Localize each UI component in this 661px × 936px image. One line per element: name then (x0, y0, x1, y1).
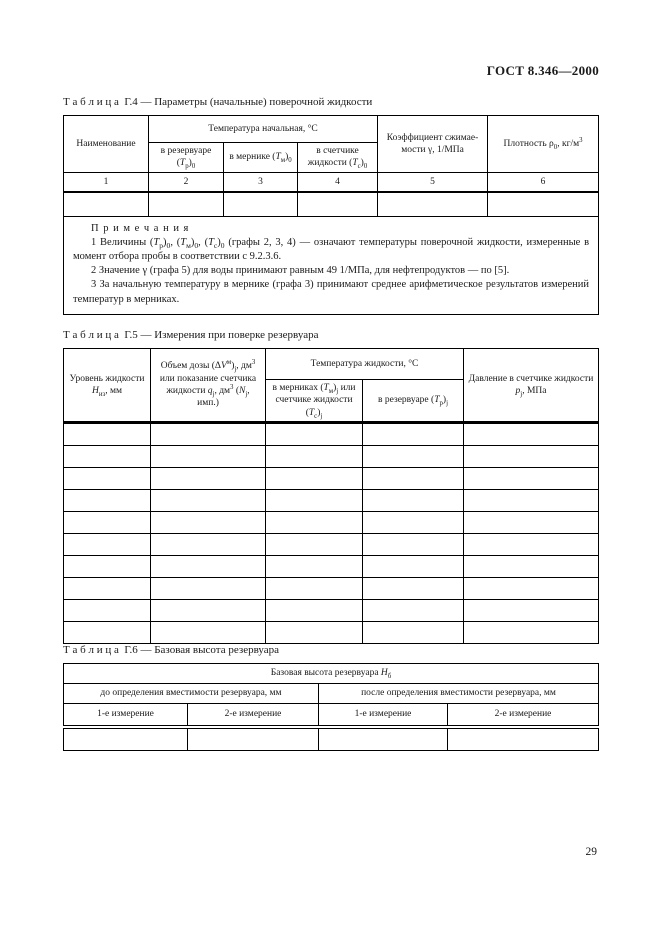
empty-cell (464, 423, 599, 446)
empty-cell (363, 600, 464, 622)
g5-empty-row (64, 468, 599, 490)
table-g5 (63, 348, 599, 644)
empty-cell (464, 512, 599, 534)
empty-cell (151, 446, 266, 468)
empty-cell (266, 446, 363, 468)
g6-header-measure-2: 2-е измерение (188, 704, 319, 728)
g5-empty-row (64, 512, 599, 534)
g4-header-temp-mernik: в мернике $(T_м)_0$ (224, 143, 298, 173)
g4-column-numbers-row (64, 172, 599, 192)
empty-cell (151, 490, 266, 512)
g4-note-3: 3 За начальную температуру в мернике (графа 3) принимают среднее арифметическое результатов измерений температур в мерниках. (73, 279, 590, 305)
g5-header-temp-mernik: в мерниках $(T_м)_j$ или счетчике жидкости $(T_с)_j$ (266, 380, 363, 423)
g6-empty-row (64, 727, 599, 751)
g4-header-temp-reservoir: в резервуаре $(T_р)_0$ (149, 143, 224, 173)
empty-cell (266, 468, 363, 490)
empty-cell (363, 578, 464, 600)
g4-notes (64, 216, 599, 314)
table-g6-caption: Т а б л и ц а Г.6 — Базовая высота резервуара (63, 644, 280, 656)
table-g4-caption: Т а б л и ц а Г.4 — Параметры (начальные) поверочной жидкости (63, 96, 373, 108)
g4-colnum-3: 3 (224, 172, 298, 192)
empty-cell (64, 423, 151, 446)
table-g6 (63, 663, 599, 751)
empty-cell (363, 490, 464, 512)
empty-cell (363, 622, 464, 644)
empty-cell (151, 512, 266, 534)
g4-header-name: Наименование (64, 116, 149, 173)
standard-number: ГОСТ 8.346—2000 (486, 63, 599, 78)
empty-cell (464, 446, 599, 468)
g5-empty-row (64, 423, 599, 446)
empty-cell (464, 578, 599, 600)
g4-notes-row (64, 216, 599, 314)
g4-notes-title: П р и м е ч а н и я (91, 222, 190, 234)
empty-cell (64, 578, 151, 600)
empty-cell (266, 490, 363, 512)
table-g5-caption: Т а б л и ц а Г.5 — Измерения при поверке резервуара (63, 329, 319, 341)
table-g4 (63, 115, 599, 315)
g4-colnum-6: 6 (488, 172, 599, 192)
empty-cell (464, 534, 599, 556)
empty-cell (298, 192, 378, 217)
empty-cell (464, 600, 599, 622)
empty-cell (64, 446, 151, 468)
empty-cell (64, 622, 151, 644)
empty-cell (378, 192, 488, 217)
empty-cell (64, 468, 151, 490)
empty-cell (266, 622, 363, 644)
empty-cell (266, 512, 363, 534)
empty-cell (266, 423, 363, 446)
empty-cell (363, 556, 464, 578)
g4-header-temp-group: Температура начальная, °С (149, 116, 378, 143)
g6-header-title: Базовая высота резервуара $H_б$ (64, 664, 599, 684)
g6-header-measure-3: 1-е измерение (319, 704, 448, 728)
g4-header-temp-counter: в счетчике жидкости $(T_с)_0$ (298, 143, 378, 173)
empty-cell (188, 727, 319, 751)
empty-cell (363, 423, 464, 446)
empty-cell (363, 512, 464, 534)
g5-header-level: Уровень жидкости $H_{из}$, мм (64, 349, 151, 423)
empty-cell (464, 490, 599, 512)
g5-header-temp-reservoir: в резервуаре $(T_р)_j$ (363, 380, 464, 423)
page-number: 29 (585, 846, 597, 858)
g6-header-measure-4: 2-е измерение (448, 704, 599, 728)
empty-cell (266, 600, 363, 622)
empty-cell (363, 446, 464, 468)
empty-cell (151, 600, 266, 622)
g5-body (64, 423, 599, 644)
g4-colnum-5: 5 (378, 172, 488, 192)
empty-cell (266, 578, 363, 600)
empty-cell (64, 192, 149, 217)
g5-empty-row (64, 446, 599, 468)
empty-cell (464, 468, 599, 490)
g4-colnum-1: 1 (64, 172, 149, 192)
empty-cell (448, 727, 599, 751)
empty-cell (64, 600, 151, 622)
g5-header-temp-group: Температура жидкости, °С (266, 349, 464, 380)
empty-cell (151, 622, 266, 644)
empty-cell (266, 556, 363, 578)
empty-cell (151, 468, 266, 490)
empty-cell (363, 534, 464, 556)
g4-header-compressibility: Коэффициент сжимаемости γ, 1/МПа (378, 116, 488, 173)
empty-cell (64, 727, 188, 751)
empty-cell (64, 534, 151, 556)
g5-header-dose: Объем дозы $(\Delta V^м)_j$, $дм^3$ или показание счетчика жидкости $q_j$, $дм^3$ ($N_j$, имп.) (151, 349, 266, 423)
empty-cell (363, 468, 464, 490)
g4-header-density: Плотность $\rho_0$, $кг/м^3$ (488, 116, 599, 173)
empty-cell (488, 192, 599, 217)
empty-cell (464, 622, 599, 644)
g4-note-2: 2 Значение γ (графа 5) для воды принимают равным 49 1/МПа, для нефтепродуктов — по [5]. (91, 265, 510, 277)
g6-header-before: до определения вместимости резервуара, мм (64, 684, 319, 704)
g5-empty-row (64, 556, 599, 578)
g5-empty-row (64, 490, 599, 512)
g4-note-1: 1 Величины $(T_р)_0$, $(T_м)_0$, $(T_с)_0$ (графы 2, 3, 4) — означают температуры поверочной жидкости, измеренные в момент отбора пробы в соответствии с 9.2.3.6. (73, 236, 590, 263)
empty-cell (64, 490, 151, 512)
empty-cell (151, 578, 266, 600)
g4-colnum-2: 2 (149, 172, 224, 192)
empty-cell (64, 556, 151, 578)
g5-empty-row (64, 600, 599, 622)
g6-header-after: после определения вместимости резервуара, мм (319, 684, 599, 704)
empty-cell (151, 534, 266, 556)
g6-header-measure-1: 1-е измерение (64, 704, 188, 728)
g4-empty-row (64, 192, 599, 217)
empty-cell (151, 556, 266, 578)
g5-empty-row (64, 578, 599, 600)
g5-header-pressure: Давление в счетчике жидкости $p_j$, МПа (464, 349, 599, 423)
g5-empty-row (64, 622, 599, 644)
g5-empty-row (64, 534, 599, 556)
empty-cell (464, 556, 599, 578)
empty-cell (64, 512, 151, 534)
g4-colnum-4: 4 (298, 172, 378, 192)
empty-cell (224, 192, 298, 217)
empty-cell (151, 423, 266, 446)
empty-cell (319, 727, 448, 751)
empty-cell (266, 534, 363, 556)
empty-cell (149, 192, 224, 217)
